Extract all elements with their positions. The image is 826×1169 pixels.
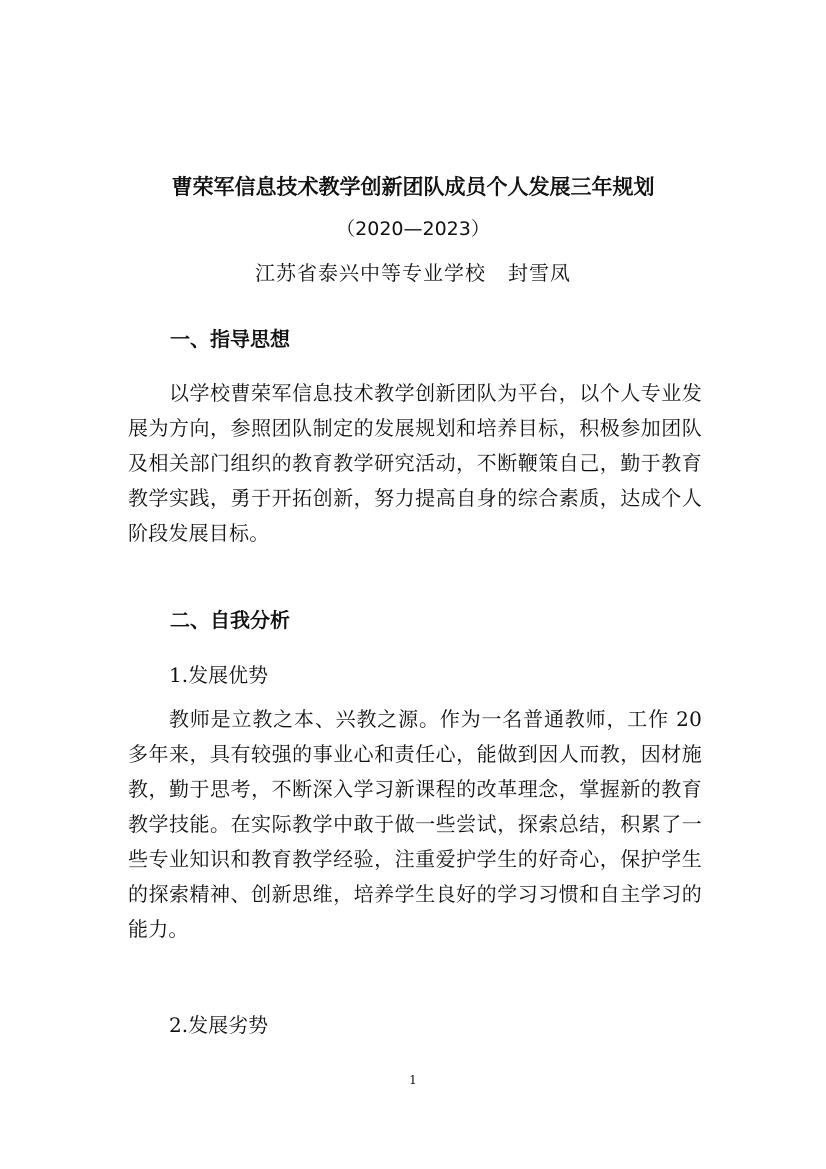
section-paragraph-guiding-ideology: 以学校曹荣军信息技术教学创新团队为平台，以个人专业发展为方向，参照团队制定的发展规划和培养目标，积极参加团队及相关部门组织的教育教学研究活动，不断鞭策自己，勤于教育教学实践，勇于开拓创新，努力提高自身的综合素质，达成个人阶段发展目标。 [128, 381, 702, 545]
author-line: 江苏省泰兴中等专业学校 封雪凤 [254, 261, 572, 285]
subheading-strengths: 1.发展优势 [169, 663, 269, 687]
section-heading-self-analysis: 二、自我分析 [170, 608, 290, 632]
plan-years: （2020—2023） [336, 218, 490, 240]
section-paragraph-strengths: 教师是立教之本、兴教之源。作为一名普通教师，工作 20 多年来，具有较强的事业心和责任心，能做到因人而教，因材施教，勤于思考，不断深入学习新课程的改革理念，掌握新的教育教学技能。在实际教学中敢于做一些尝试，探索总结，积累了一些专业知识和教育教学经验，注重爱护学生的好奇心，保护学生的探索精神、创新思维，培养学生良好的学习习惯和自主学习的能力。 [128, 707, 702, 941]
document-title: 曹荣军信息技术教学创新团队成员个人发展三年规划 [171, 175, 655, 199]
subheading-weaknesses: 2.发展劣势 [169, 1013, 269, 1037]
page-number: 1 [409, 1073, 417, 1087]
section-heading-guiding-ideology: 一、指导思想 [170, 327, 290, 351]
